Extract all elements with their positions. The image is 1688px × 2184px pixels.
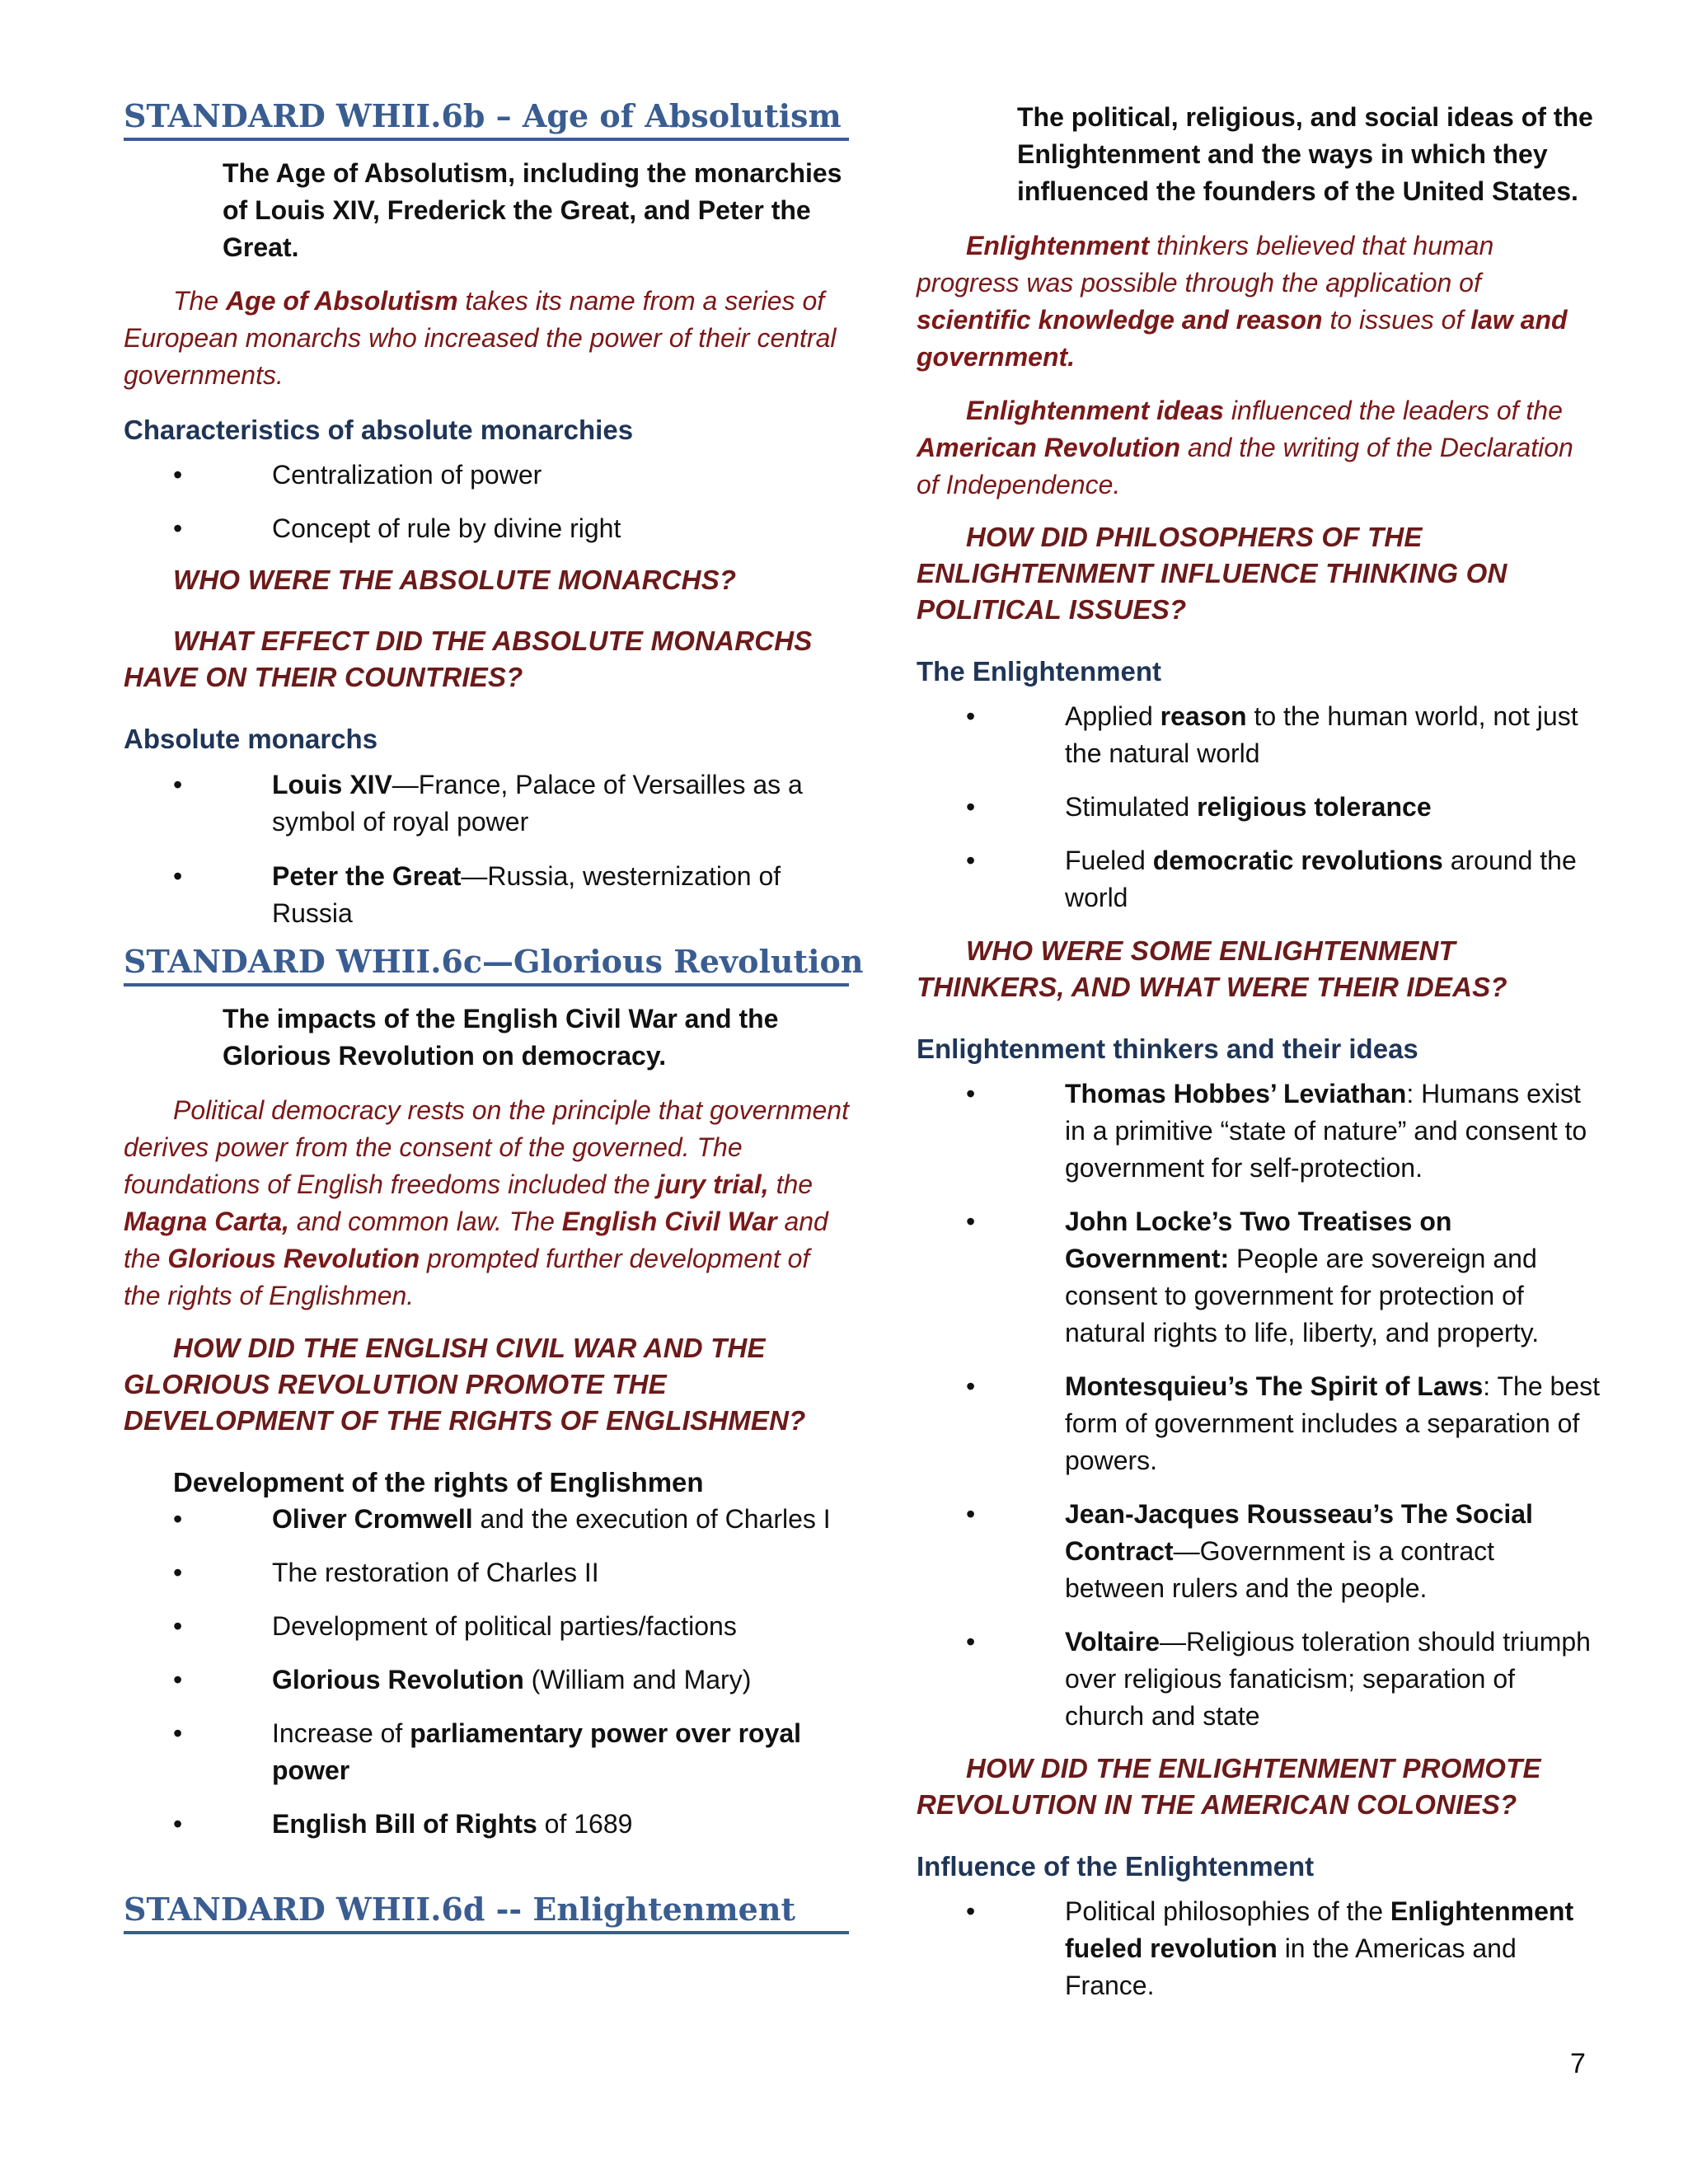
list-item: • English Bill of Rights of 1689 [173,1806,849,1843]
bullet-icon: • [966,1896,976,1926]
bullet-icon: • [966,1079,976,1108]
bullet-icon: • [966,792,976,822]
question-american-colonies: HOW DID THE ENLIGHTENMENT PROMOTE REVOLUTION IN THE AMERICAN COLONIES? [917,1753,1541,1820]
question-effect-of-monarchs: WHAT EFFECT DID THE ABSOLUTE MONARCHS HAVE ON THEIR COUNTRIES? [124,626,813,692]
bullet-icon: • [173,1809,183,1839]
list-item: • Stimulated religious tolerance [966,789,1601,826]
list-item: • The restoration of Charles II [173,1554,849,1591]
bullet-icon: • [966,1627,976,1657]
bullet-icon: • [173,1665,183,1694]
standard-6b-statement: The Age of Absolutism, including the monarchies of Louis XIV, Frederick the Great, and Peter the Great. [223,158,842,262]
bullet-icon: • [966,701,976,731]
list-item: • Oliver Cromwell and the execution of Charles I [173,1501,849,1538]
enlightenment-intro: Enlightenment thinkers believed that human progress was possible through the application of scientific knowledge and reason to issues of law and government. [917,231,1568,372]
influence-heading: Influence of the Enlightenment [917,1851,1315,1882]
characteristics-heading: Characteristics of absolute monarchies [124,415,634,445]
list-item: • Applied reason to the human world, not just the natural world [966,698,1601,772]
democracy-intro: Political democracy rests on the principle that government derives power from the consent of the governed. The foundations of English freedoms included the jury trial, the Magna Carta, and common law. The English Civil War and the Glorious Revolution prompted further development of the rights of Englishmen. [124,1095,849,1310]
list-item: • Political philosophies of the Enlightenment fueled revolution in the Americas and France. [966,1893,1601,1967]
development-heading: Development of the rights of Englishmen [173,1467,704,1497]
bullet-icon: • [966,1499,976,1529]
list-item: • Increase of parliamentary power over royal power [173,1715,849,1789]
question-thinkers: WHO WERE SOME ENLIGHTENMENT THINKERS, AND WHAT WERE THEIR IDEAS? [917,935,1507,1002]
list-item: • Glorious Revolution (William and Mary) [173,1661,849,1699]
standard-6c-heading: STANDARD WHII.6c—Glorious Revolution [124,943,849,987]
question-absolute-monarchs: WHO WERE THE ABSOLUTE MONARCHS? [173,565,737,595]
thinkers-heading: Enlightenment thinkers and their ideas [917,1033,1418,1064]
list-item: • Montesquieu’s The Spirit of Laws: The best form of government includes a separation of powers. [966,1368,1601,1479]
bullet-icon: • [173,1504,183,1534]
list-item: • John Locke’s Two Treatises on Government: People are sovereign and consent to government for protection of natural rights to life, liberty, and property. [966,1203,1601,1352]
bullet-icon: • [173,460,183,490]
absolutism-intro: The Age of Absolutism takes its name from a series of European monarchs who increased the power of their central governments. [124,286,837,390]
bullet-icon: • [173,861,183,891]
bullet-icon: • [173,1611,183,1641]
standard-6c-statement: The impacts of the English Civil War and the Glorious Revolution on democracy. [223,1004,779,1071]
enlightenment-heading: The Enlightenment [917,656,1161,687]
list-item: • Jean-Jacques Rousseau’s The Social Contract—Government is a contract between rulers and the people. [966,1496,1601,1607]
bullet-icon: • [966,846,976,875]
list-item: • Peter the Great—Russia, westernization of Russia [173,858,849,895]
bullet-icon: • [966,1207,976,1236]
list-item: • Thomas Hobbes’ Leviathan: Humans exist in a primitive “state of nature” and consent to government for self-protection. [966,1076,1601,1187]
absolute-monarchs-heading: Absolute monarchs [124,724,378,754]
bullet-icon: • [173,770,183,799]
bullet-icon: • [173,1558,183,1587]
bullet-icon: • [173,1718,183,1748]
list-item: • Louis XIV—France, Palace of Versailles as a symbol of royal power [173,766,849,841]
list-item: • Centralization of power [173,457,849,494]
standard-6b-heading: STANDARD WHII.6b – Age of Absolutism [124,97,849,141]
list-item: • Concept of rule by divine right [173,510,849,547]
bullet-icon: • [966,1371,976,1401]
list-item: • Fueled democratic revolutions around the world [966,842,1601,916]
standard-6d-heading: STANDARD WHII.6d -- Enlightenment [124,1891,849,1934]
question-civil-war: HOW DID THE ENGLISH CIVIL WAR AND THE GLORIOUS REVOLUTION PROMOTE THE DEVELOPMENT OF THE RIGHTS OF ENGLISHMEN? [124,1333,806,1436]
question-philosophers: HOW DID PHILOSOPHERS OF THE ENLIGHTENMENT INFLUENCE THINKING ON POLITICAL ISSUES? [917,522,1507,625]
bullet-icon: • [173,513,183,543]
page-number: 7 [1570,2048,1586,2079]
list-item: • Development of political parties/factions [173,1608,849,1645]
list-item: • Voltaire—Religious toleration should triumph over religious fanaticism; separation of church and state [966,1624,1601,1735]
enlightenment-ideas-intro: Enlightenment ideas influenced the leaders of the American Revolution and the writing of the Declaration of Independence. [917,396,1573,499]
enlightenment-statement: The political, religious, and social ideas of the Enlightenment and the ways in which they influenced the founders of the United States. [1017,102,1593,206]
